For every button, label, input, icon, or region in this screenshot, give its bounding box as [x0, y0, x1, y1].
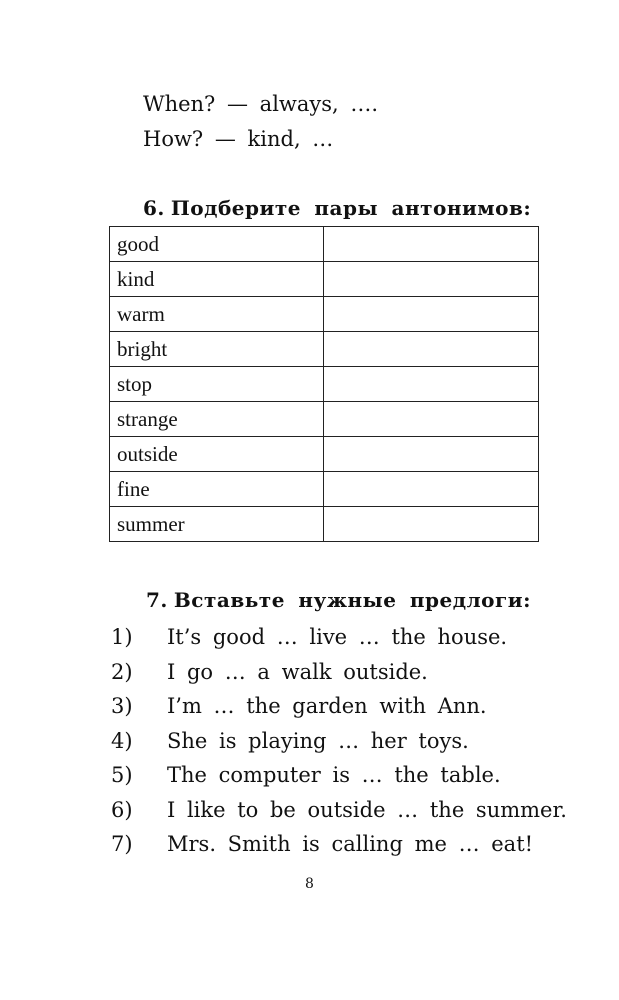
antonyms-table: [109, 226, 539, 542]
antonym-word: stop: [110, 367, 324, 402]
table-row: [110, 437, 539, 472]
table-row: [110, 227, 539, 262]
item-number: 3): [111, 694, 133, 718]
item-sentence: She is playing … her toys.: [167, 728, 469, 753]
answer-cell[interactable]: [324, 437, 539, 472]
answer-cell[interactable]: [324, 472, 539, 507]
item-sentence: I go … a walk outside.: [167, 659, 428, 684]
table-row: [110, 297, 539, 332]
item-sentence: I’m … the garden with Ann.: [167, 694, 487, 718]
page-number: 8: [305, 876, 314, 892]
item-sentence: It’s good … live … the house.: [167, 625, 508, 649]
antonym-word: warm: [110, 297, 324, 332]
item-number: 7): [111, 832, 133, 856]
item-sentence: Mrs. Smith is calling me … eat!: [167, 832, 534, 856]
intro-line-how: How? — kind, …: [143, 127, 334, 151]
answer-cell[interactable]: [324, 402, 539, 437]
table-row: [110, 262, 539, 297]
antonym-word: kind: [110, 262, 324, 297]
table-row: [110, 332, 539, 367]
answer-cell[interactable]: [324, 262, 539, 297]
exercise-6-number: 6.: [143, 196, 165, 220]
antonym-word: strange: [110, 402, 324, 437]
antonym-word: fine: [110, 472, 324, 507]
antonym-word: good: [110, 227, 324, 262]
exercise-6-heading: [143, 196, 531, 220]
antonym-word: summer: [110, 507, 324, 542]
antonym-word: bright: [110, 332, 324, 367]
answer-cell[interactable]: [324, 507, 539, 542]
item-number: 1): [111, 625, 133, 649]
table-row: [110, 367, 539, 402]
exercise-7-title: Вставьте нужные предлоги:: [173, 588, 531, 612]
antonym-word: outside: [110, 437, 324, 472]
item-number: 5): [111, 763, 133, 787]
table-row: [110, 472, 539, 507]
item-sentence: The computer is … the table.: [167, 763, 501, 787]
item-number: 4): [111, 728, 133, 753]
table-row: [110, 402, 539, 437]
intro-line-when: When? — always, ….: [143, 92, 379, 116]
answer-cell[interactable]: [324, 297, 539, 332]
answer-cell[interactable]: [324, 367, 539, 402]
answer-cell[interactable]: [324, 227, 539, 262]
exercise-7-heading: [146, 588, 531, 612]
item-sentence: I like to be outside … the summer.: [167, 797, 567, 822]
table-row: [110, 507, 539, 542]
exercise-7-number: 7.: [146, 588, 168, 612]
exercise-6-title: Подберите пары антонимов:: [170, 196, 532, 220]
item-number: 6): [111, 797, 133, 822]
item-number: 2): [111, 659, 133, 684]
answer-cell[interactable]: [324, 332, 539, 367]
